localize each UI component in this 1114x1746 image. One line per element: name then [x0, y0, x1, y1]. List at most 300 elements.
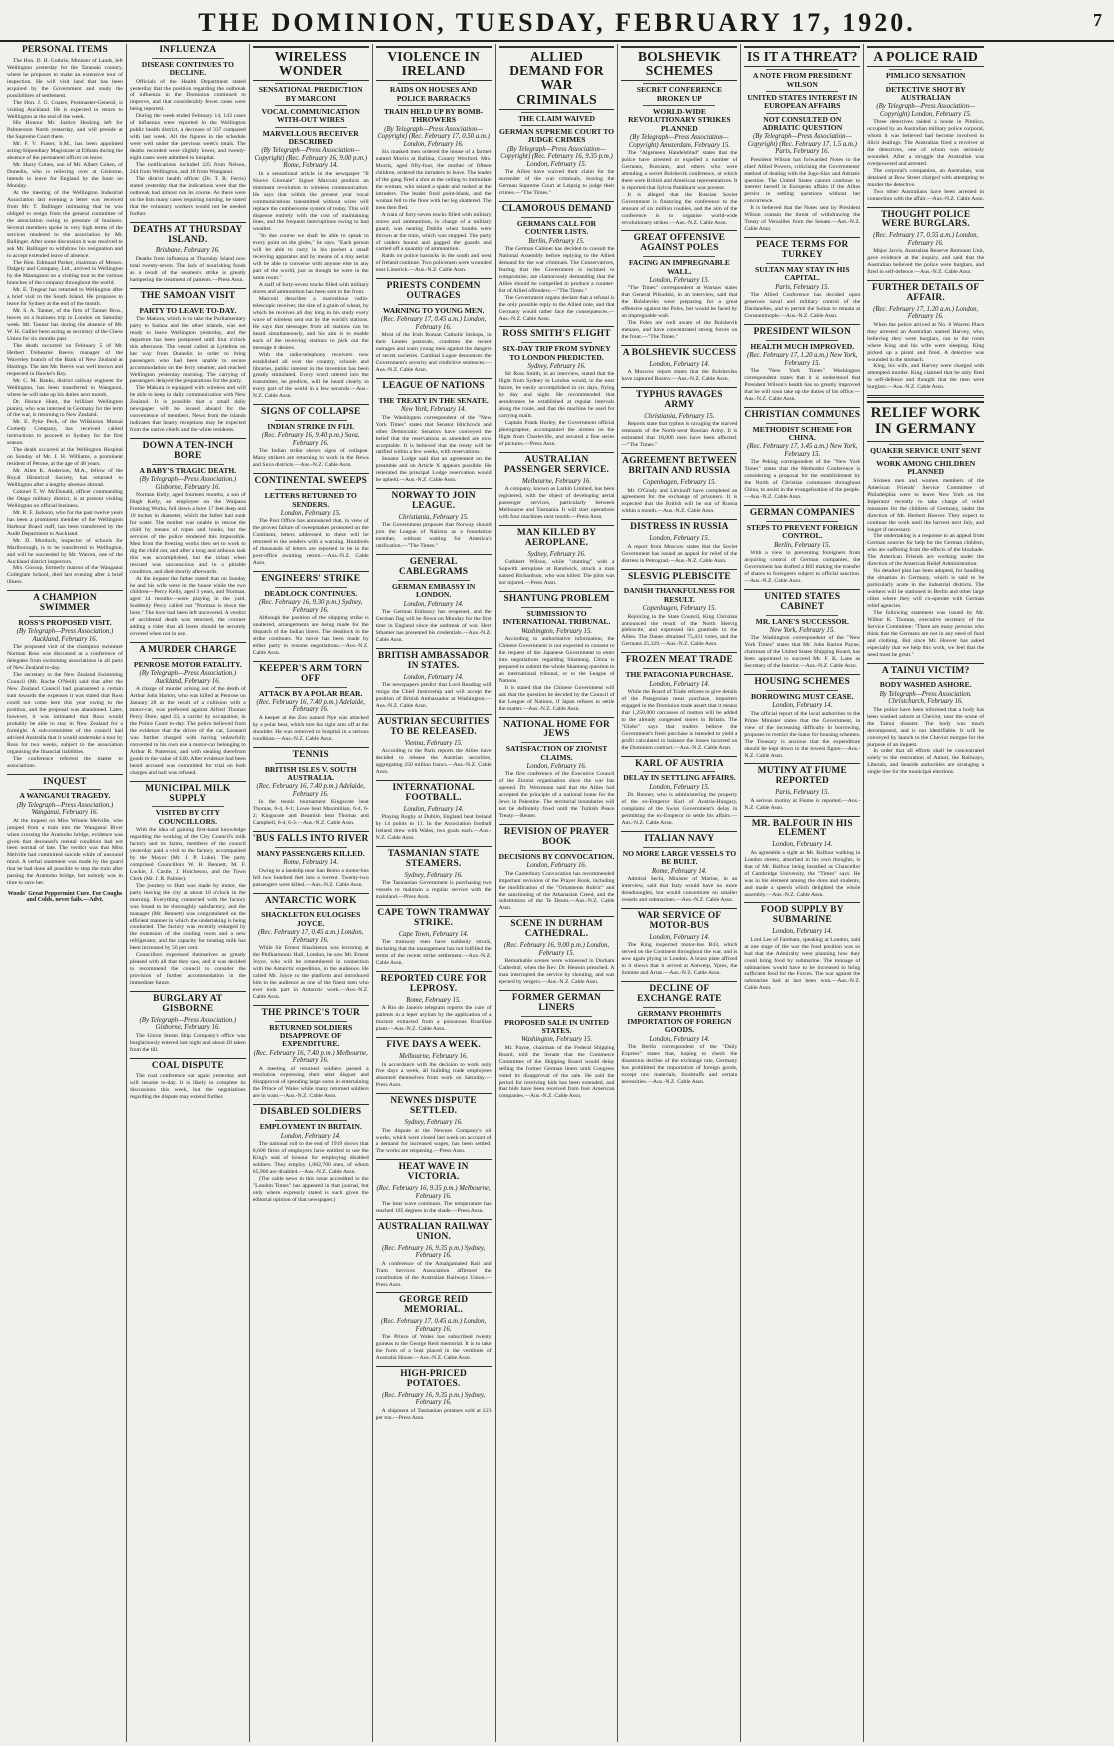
article-subheading: THE TREATY IN THE SENATE. — [378, 395, 489, 405]
article-dateline: (By Telegraph—Press Association.) Auckland, February 16. — [16, 628, 114, 643]
article-divider — [253, 1104, 369, 1105]
article-paragraph: The secretary to the New Zealand Swimming Council (Mr. Roche O'Neill) said that after the New Zealand Council had guaranteed a certain sum towards the expenses it was stated that Ross could not come here this year owing to the position, and the proposal was abandoned. Later, however, it was intimated that Ross would probably be able to stay in New Zealand for a fortnight. A sub-committee of the council had advised Australia that it would undertake a tour by Ross for two weeks, subject to the association organising the financial liabilities. — [7, 672, 123, 755]
article-heading: GENERAL CABLEGRAMS — [399, 557, 469, 578]
article-divider — [744, 589, 860, 590]
article-paragraph: The newspapers predict that Lord Reading will resign the Chief Justiceship and will accept the position of British Ambassador at Washington.—Aus.-N.Z. Cable Assn. — [375, 682, 492, 710]
article — [621, 457, 737, 515]
article-subheading: BODY WASHED ASHORE. — [879, 680, 972, 690]
article-paragraph: The Hon. Edmund Parker, chairman of Messrs. Dalgety and Company, Ltd., arrived in Wellington by the Maunganui on a visiting tour to the various branches of the company throughout the world. — [7, 259, 123, 287]
article-divider — [253, 1005, 369, 1006]
article-subheading: GERMANS CALL FOR COUNTER LISTS. — [516, 218, 597, 237]
article — [744, 767, 860, 811]
article-dateline: London, February 14. — [649, 360, 710, 368]
article-subheading: SULTAN MAY STAY IN HIS CAPITAL. — [755, 264, 850, 283]
article — [867, 284, 984, 391]
article-heading: AUSTRALIAN RAILWAY UNION. — [377, 1221, 490, 1242]
article-paragraph: Most of the Irish Roman Catholic bishops, in their Lenten pastorals, condemn the recent outrages and warn young men against the dangers of secret societies. Cardinal Logue denounces the Government's severity and vindictive sentences.—Aus.-N.Z. Cable Assn. — [375, 332, 492, 374]
article-dateline: Vienna, February 15. — [404, 739, 463, 747]
article-subheading: DEADLOCK CONTINUES. — [264, 588, 358, 598]
article-heading: FOOD SUPPLY BY SUBMARINE — [760, 905, 844, 926]
article-dateline: London, February 14. — [280, 1132, 341, 1140]
article-divider — [499, 326, 615, 327]
article — [253, 408, 369, 469]
article-divider — [744, 505, 860, 506]
article-subheading: A BABY'S TRAGIC DEATH. — [139, 465, 237, 475]
heading-rule — [152, 658, 224, 659]
article-subheading: GERMAN SUPREME COURT TO JUDGE CRIMES — [498, 127, 615, 145]
heading-rule — [889, 83, 962, 84]
article-divider — [499, 990, 615, 991]
article-heading: INQUEST — [43, 776, 87, 787]
article-heading: BRITISH AMBASSADOR IN STATES. — [378, 650, 490, 671]
article-paragraph: Major Jarvis, Australian Reserve Remount Unit, gave evidence at the inquiry, and said that the Australian believed the police were burglars, and fired in self-defence.—Aus.-N.Z. Cable Assn. — [867, 248, 985, 276]
heading-rule — [643, 847, 715, 848]
article-dateline: Cape Town, February 14. — [398, 930, 469, 938]
article-paragraph: At the inquest the father stated that on Sunday he and his wife were in the house while the two children—Percy Kelly, aged 3 years, and Norman, aged 14 months—were playing in the yard. Suddenly Percy called out "Norman is down the bore." The bore had been left uncovered. A verdict of accidental death was returned, the coroner adding a rider that all bores should be securely covered when not in use. — [129, 575, 246, 638]
article-paragraph: Sir Ross Smith, in an interview, stated that the flight from Sydney to London would, in the near future, be easily accomplished in six days, flying by day and night. He recommended that aerodromes be established at regular intervals along the route, and that the machine be used for carrying mails. — [498, 371, 615, 420]
article-divider — [621, 519, 737, 520]
article-paragraph: According to authoritative information, the Chinese Government is not expected to consent to the request of the Japanese Government to enter into negotiations regarding Shantung. China is prepared to submit the whole Shantung question to an international tribunal, or to the League of Nations. — [498, 636, 615, 684]
article-divider — [253, 831, 369, 832]
article-subheading: SENSATIONAL PREDICTION BY MARCONI — [258, 85, 363, 103]
article-subheading: DELAY IN SETTLING AFFAIRS. — [623, 773, 736, 783]
article — [744, 241, 860, 320]
article — [130, 442, 246, 638]
article-dateline: (Rec. February 16, 9.35 p.m.) Melbourne, February 16. — [376, 1185, 491, 1200]
article-subheading: A WANGANUI TRAGEDY. — [19, 791, 111, 801]
column-8 — [864, 44, 987, 1742]
article — [253, 575, 369, 657]
article-dateline: (By Telegraph—Press Association.) Wanganui, February 16. — [16, 801, 114, 817]
article-divider — [376, 780, 492, 781]
article-dateline: Copenhagen, February 15. — [642, 479, 717, 487]
article-dateline: (Rec. February 16, 9.30 p.m.) Sydney, February 16. — [259, 599, 363, 614]
article-heading: DISABLED SOLDIERS — [260, 1107, 362, 1118]
heading-rule — [766, 69, 838, 70]
column-7 — [741, 44, 864, 1742]
article-paragraph: Admiral Sechi, Minister of Marine, in an interview, said that Italy would have no more dreadnoughts, but would concentrate on smaller vessels and submarines.—Aus.-N.Z. Cable Assn. — [621, 876, 738, 903]
article-subheading: DETECTIVE SHOT BY AUSTRALIAN — [885, 84, 966, 102]
article-heading: VIOLENCE IN IRELAND — [376, 46, 492, 81]
article-dateline: London, February 15. — [649, 783, 710, 791]
article-paragraph: President Wilson has forwarded Notes to the chief Allied Powers, criticising the Governments' method of dealing with the Jugo-Slav and Adriatic question. The United States cannot continue to interest herself in European affairs if the Allies persist in settling questions without her concurrence. — [744, 156, 861, 205]
article — [499, 46, 615, 197]
article — [376, 1370, 492, 1422]
article-paragraph: Councillors expressed themselves as greatly pleased with all that they saw, and it was decided to recommend the council to consider the provision of further accommodation in the immediate future. — [129, 952, 246, 987]
article — [499, 828, 615, 912]
article-dateline: Sydney, February 16. — [527, 363, 586, 371]
article — [376, 652, 492, 710]
article-subheading: SUBMISSION TO INTERNATIONAL TRIBUNAL. — [502, 608, 611, 627]
heading-rule — [766, 615, 838, 616]
article-dateline: (By Telegraph—Press Association—Copyright) Amsterdam, February 15. — [628, 134, 731, 149]
article-heading: COAL DISPUTE — [151, 1060, 224, 1071]
article — [621, 573, 737, 649]
article — [376, 46, 492, 274]
article-heading: GERMAN COMPANIES — [749, 507, 855, 518]
article-divider — [867, 663, 984, 664]
article-paragraph: Six masked men ordered the house of a farmer named Morris at Ballina, County Wexford. Mrs. Morris, aged fifty-four, the mother of fifteen children, ordered the intruders to leave. The leader of the gang fired a shot at the ceiling to intimidate the woman, who seized a spade and rushed at the intruders. The leader fired point-blank, and the woman fell to the floor with her leg shattered. The men then fled. — [375, 149, 492, 211]
heading-rule — [766, 113, 838, 114]
article-paragraph: Norman Kelly, aged fourteen months, a son of Hugh Kelly, an employee on the Waipaoa Freezing Works, fell down a bore 17 feet deep and 10 inches in diameter, which the father had sunk for water. The mother was unable to rescue the child by means of ropes and hooks, but the services of the police rendered this impossible. Men from the freezing works then set to work to dig the child out, and after a long and arduous task this was accomplished, but the infant when rescued was unconscious and in a pitiable condition, and died shortly afterwards. — [129, 492, 246, 575]
article-paragraph: Remarkable scenes were witnessed in Durham Cathedral, when the Rev. Dr. Henson preached. A man interrupted the service by shouting, and was ejected by vergers.—Aus.-N.Z. Cable Assn. — [498, 958, 615, 985]
article-divider — [621, 831, 737, 832]
article-paragraph: With the radio-telephony receivers now established all over the country, schools and libraries, public interest in the invention has been greatly stimulated. Every word uttered into the transmitter, he predicts, will be heard clearly in every part of the world in a few seconds.—Aus.-N.Z. Cable Assn. — [252, 351, 369, 400]
heading-rule — [521, 1016, 593, 1017]
article-paragraph: The German Embassy has reopened, and the German flag will be flown on Monday for the first time in England since the outbreak of war. Herr Sthamer has presented his credentials.—Aus.-N.Z. Cable Assn. — [375, 609, 492, 643]
article-subheading: PENROSE MOTOR FATALITY. — [133, 660, 242, 669]
article-dateline: London, February 14. — [403, 600, 464, 608]
article-dateline: London, February 16. — [526, 762, 587, 770]
article — [376, 1097, 492, 1155]
article-paragraph: Rejoicing in the State Council, King Christian announced the result of the North Slesvig plebiscite, and expressed his gratitude to the Allies. The Danes obtained 75,431 votes, and the Germans 25,329.—Aus.-N.Z. Cable Assn. — [621, 613, 738, 648]
article — [376, 975, 492, 1033]
article-dateline: London, February 14. — [649, 680, 710, 688]
article-paragraph: A serious mutiny at Fiume is reported.—Aus.-N.Z. Cable Assn. — [744, 797, 861, 811]
article-heading: GEORGE REID MEMORIAL. — [399, 1295, 469, 1316]
article-dateline: New York, February 14. — [400, 406, 467, 414]
article-divider — [253, 661, 369, 662]
article-divider — [376, 378, 492, 379]
article-heading: NORWAY TO JOIN LEAGUE. — [391, 491, 476, 512]
article-paragraph: The Berlin correspondent of the "Daily Express" states that, hoping to check the disastrous decline of the exchange rate, Germany has prohibited the importation of foreign goods, except raw materials, foodstuffs and certain necessities.—Aus.-N.Z. Cable Assn. — [621, 1044, 738, 1085]
article-divider — [376, 488, 492, 489]
article-paragraph: The heat wave continues. The temperature has reached 105 degrees in the shade.—Press Assn. — [375, 1201, 492, 1215]
heading-rule — [521, 850, 593, 851]
article-heading: ALLIED DEMAND FOR WAR CRIMINALS — [499, 46, 615, 110]
article — [499, 721, 615, 821]
article-paragraph: A Moscow report states that the Bolsheviks have captured Rostov.—Aus.-N.Z. Cable Assn. — [621, 369, 738, 383]
article-paragraph: In order that all efforts shall be concentrated solely to the restoration of Amuri, the Railways, Liberals, and Seaside authorities are arranging a single line for the municipal elections. — [867, 748, 985, 776]
article — [499, 595, 615, 713]
article — [744, 593, 860, 670]
heading-rule — [766, 521, 838, 522]
article-divider — [376, 278, 492, 279]
column-6 — [618, 44, 741, 1742]
article-divider — [621, 453, 737, 454]
heading-rule — [152, 304, 224, 305]
article-heading: HEAT WAVE IN VICTORIA. — [398, 1162, 469, 1183]
article-dateline: New York, February 15. — [769, 626, 835, 634]
article-paragraph: The Tasmanian Government is purchasing two vessels to maintain a regular service with the mainland.—Press Assn. — [375, 880, 492, 901]
article-dateline: (Rec. February 17, 0.45 a.m.) London, February 16. — [258, 929, 364, 944]
article-paragraph: The district health officer (Dr. T. R. Ferris) stated yesterday that the indications were that the outbreak had almost run its course. As there were on the lists many cases requiring nursing, he stated that the voluntary workers would not be needed further. — [129, 175, 246, 217]
heading-rule — [398, 304, 470, 305]
article-divider — [499, 591, 615, 592]
article — [744, 906, 860, 992]
article-paragraph: A report from Moscow states that the Soviet Government has issued an appeal for relief of the distress in Petrograd.—Aus.-N.Z. Cable Assn. — [621, 543, 738, 564]
article-heading: PERSONAL ITEMS — [21, 45, 108, 55]
article — [621, 760, 737, 827]
article-subheading: WORK AMONG CHILDREN PLANNED — [876, 459, 976, 477]
article-paragraph: A charge of murder arising out of the death of Arthur John Harton, who was killed at Penrose on January 28 as the result of a collision with a motor-car, was preferred against Alfred Thomas Percy Dore, aged 23, a carrier by occupation, in the Police Court to-day. The police believed from the evidence that the driver of the car, Leonard was further charged with having unlawfully converted to his own use a motor-car belonging to Arthur R. Patterson, and with stealing therefrom goods to the value of £40. After evidence had been heard accused was committed for trial on both charges and bail was refused. — [129, 686, 246, 776]
article — [621, 46, 737, 226]
article-heading: TASMANIAN STATE STEAMERS. — [387, 849, 480, 869]
article-dateline: (By Telegraph—Press Association—Copyright) (Rec. February 16, 9.00 p.m.) Rome, February 14. — [254, 147, 367, 170]
article-heading: UNITED STATES CABINET — [764, 591, 841, 612]
article-divider — [499, 525, 615, 526]
heading-rule — [275, 908, 347, 909]
article-paragraph: The Government organs declare that a refusal is the only possible reply to the Allied note, and that Germany would rather face the consequences.—Aus.-N.Z. Cable Assn. — [498, 294, 615, 322]
heading-rule — [889, 69, 962, 70]
article-paragraph: The dispute at the Newnes Company's oil works, which were closed last week on account of a demand for increased wages, has been settled. The works are reopening.—Press Assn. — [375, 1127, 492, 1155]
article-subheading: GERMANY PROHIBITS IMPORTATION OF FOREIGN GOODS. — [627, 1008, 732, 1035]
article-paragraph: The "Algemeen Handelsblad" states that the police have arrested or expelled a number of Germans, Russians, and others who were attending a secret Bolshevik conference, at which there were British and American representatives. It is reported that Sylvia Pankhurst was present. — [621, 150, 738, 191]
heading-rule — [398, 580, 470, 581]
article-paragraph: Two other Australians have been arrested in connection with the affair.—Aus.-N.Z. Cable Assn. — [867, 188, 985, 202]
article-dateline: (Rec. February 16, 9.35 p.m.) Sydney, February 16. — [381, 1391, 486, 1407]
article-dateline: London, February 15. — [280, 509, 341, 517]
article-dateline: (By Telegraph—Press Association.) Gisborne, February 16. — [139, 476, 237, 491]
article-paragraph: At the meeting of the Wellington Industrial Association last evening a letter was received from Mr. T. Ballinger intimating that he was obliged to resign from the general committee of the association owing to pressure of business. Several members spoke in very high terms of the services rendered to the association by Mr. Ballinger. After some discussion it was resolved to ask Mr. Ballinger to withdraw his resignation and to accept extended leave of absence. — [7, 189, 123, 259]
article-divider — [376, 554, 492, 555]
article-subheading: VISITED BY CITY COUNCILLORS. — [155, 808, 220, 826]
article — [376, 850, 492, 901]
heading-rule — [766, 340, 838, 341]
article-subheading: SATISFACTION OF ZIONIST CLAIMS. — [505, 744, 608, 762]
heading-rule — [766, 423, 838, 424]
article-paragraph: In accordance with the decision to work only five days a week, all building trade employees absented themselves from work on Saturday.—Press Assn. — [375, 1061, 492, 1089]
article-paragraph: Mr. Payne, chairman of the Federal Shipping Board, told the Senate that the Commerce Committee of the Shipping Board would delay selling the former German liners until Congress voted its disapproval of the sale. He said the period for receiving bids has been extended, and that bids have been received from four American companies.—Aus.-N.Z. Cable Assn. — [498, 1044, 615, 1100]
heading-rule — [766, 263, 838, 264]
article — [499, 330, 615, 448]
heading-rule — [275, 127, 347, 128]
article-subheading: DISEASE CONTINUES TO DECLINE. — [141, 59, 234, 78]
article-paragraph: The Canterbury Convocation has recommended important revisions of the Prayer Book, including the modification of the "Ornaments Rubric" and the sanctioning of the Athanasian Creed, and the substitution of the Te Deum.—Aus.-N.Z. Cable Assn. — [498, 870, 615, 912]
article — [376, 1163, 492, 1215]
heading-rule — [152, 58, 224, 59]
article-divider — [621, 345, 737, 346]
article-heading: A CHAMPION SWIMMER — [33, 593, 97, 614]
article-subheading: A NOTE FROM PRESIDENT WILSON — [752, 71, 852, 89]
article-paragraph: The Post Office has announced that, in view of the proven failure of sweepstakes promoted on the Continent, letters addressed to these will be returned to the senders with a warning. Hundreds of thousands of letters are reported to be in the post-office awaiting return.—Aus.-N.Z. Cable Assn. — [252, 518, 369, 567]
article — [376, 282, 492, 374]
article — [253, 897, 369, 1001]
article-divider — [376, 846, 492, 847]
article — [130, 995, 246, 1054]
article-paragraph: A shipment of Tasmanian potatoes sold at £23 per ton.—Press Assn. — [375, 1407, 492, 1421]
article-divider — [744, 237, 860, 238]
article-divider — [867, 395, 984, 398]
article — [130, 46, 246, 218]
article — [376, 558, 492, 644]
article-dateline: London, February 16. — [526, 862, 587, 870]
article-subheading: FACING AN IMPREGNABLE WALL. — [628, 258, 730, 276]
heading-rule — [398, 394, 470, 395]
article-subheading: WARNING TO YOUNG MEN. — [382, 306, 485, 316]
article-paragraph: At the inquest on Miss Winnie Melville, who jumped from a train into the Wanganui River when crossing the Aramoho bridge, evidence was given that deceased's mental condition had not been normal of late. The verdict was that Miss Melville had committed suicide while of unsound mind. A verbal statement was made by the guard that he had done all possible to stop the train after passing the Aramoho bridge, but nobody was in time to save her. — [7, 817, 123, 887]
article — [499, 994, 615, 1101]
article-dateline: Sydney, February 16. — [404, 1119, 463, 1127]
article-divider — [7, 590, 123, 591]
article-dateline: London, February 14. — [772, 841, 833, 849]
article-paragraph: The coal conference sat again yesterday and will resume to-day. It is likely to complete its discussions this week, but the negotiations regarding the dispute may extend further. — [129, 1073, 246, 1101]
article-divider — [621, 569, 737, 570]
article-subheading: HEALTH MUCH IMPROVED. — [750, 341, 855, 351]
article-subheading: DANISH THANKFULNESS FOR RESULT. — [623, 586, 736, 604]
heading-rule — [398, 83, 470, 84]
article-paragraph: The Poles are well aware of the Bolshevik menace, and have concentrated strong forces on the front.—"The Times." — [621, 320, 738, 341]
heading-rule — [275, 587, 347, 588]
article-heading: CAPE TOWN TRAMWAY STRIKE. — [377, 908, 490, 928]
article — [253, 665, 369, 743]
article — [376, 1296, 492, 1362]
article-paragraph: Mr. F. V. Fraser, S.M., has been appointed acting-Stipendiary Magistrate at Eltham during the absence of the permanent officer on leave. — [7, 141, 123, 162]
article-divider — [376, 971, 492, 972]
article — [621, 391, 737, 449]
article-dateline: Christiania, February 15. — [398, 514, 469, 521]
article-dateline: (Rec. February 16, 7.40 p.m.) Adelaide, February 16. — [256, 783, 365, 798]
article-paragraph: The Makura is equipped with wireless and will be able to keep in daily communication with New Zealand. It is possible that a small daily newspaper will be issued aboard for the convenience of members. News from the islands indicates that hearty receptions may be expected from the native chiefs and the white residents. — [129, 385, 246, 434]
heading-rule — [275, 420, 347, 421]
article-paragraph: The official report of the local authorities to the Prime Minister states that the Government, in view of the increasing difficulty in borrowing, proposes to restrict the loans for housing schemes. The Treasury is anxious that the expenditure should be kept down to the lowest figure.—Aus.-N.Z. Cable Assn. — [744, 710, 861, 759]
heading-rule — [275, 1021, 347, 1022]
article-heading: KEEPER'S ARM TORN OFF — [259, 663, 363, 684]
article-heading: KARL OF AUSTRIA — [635, 758, 724, 769]
column-1 — [4, 44, 127, 1742]
article-heading: MAN KILLED BY AEROPLANE. — [516, 527, 597, 548]
article-paragraph: His Honour Mr. Justice Hosking left for Palmerston North yesterday, and will preside at the Supreme Court there. — [7, 120, 123, 141]
article-subheading: PROPOSED SALE IN UNITED STATES. — [504, 1017, 609, 1035]
article-paragraph: It is stated that the Chinese Government will ask that the question be decided by the Council of the League of Nations, if Japan refuses to settle the matter.—Aus.-N.Z. Cable Assn. — [498, 684, 615, 712]
article-heading: PRESIDENT WILSON — [753, 326, 851, 337]
article-dateline: (By Telegraph—Press Association—Copyright) London, February 15. — [876, 103, 976, 118]
article-paragraph: The Indian strike shows signs of collapse. Many strikers are returning to work in the Rewa and Suva districts.—Aus.-N.Z. Cable Assn. — [252, 448, 369, 469]
article-paragraph: Sixteen men and women members of the American Friends' Service Committee of Philadelphia were to leave New York on the Imperator recently to take charge of relief measures for the children of Germany, under the direction of Mr. Herbert Hoover. They expect to continue the work until the harvest next July, and longer if necessary. — [867, 477, 985, 533]
article — [376, 492, 492, 550]
article-heading: FIVE DAYS A WEEK. — [386, 1040, 481, 1051]
article-subheading: QUAKER SERVICE UNIT SENT — [870, 445, 982, 455]
article-heading: HOUSING SCHEMES — [754, 677, 851, 688]
article-paragraph: During the week ended February 14, 143 cases of influenza were reported in the Wellington public health district, a decrease of 337 compared with last week. All the figures in the schedule were well under the previous week's totals. The deaths recorded were slightly lower, and twenty-eight cases were admitted to hospital. — [129, 113, 246, 162]
article-dateline: Washington, February 15. — [520, 1036, 593, 1044]
article-divider — [253, 893, 369, 894]
article-divider — [621, 908, 737, 909]
article-paragraph: No detailed plan has been adopted, for handling the situation in Germany, which is said to be particularly acute in the industrial districts. The workers will be stationed in Berlin and other large cities where they will co-operate with German relief agencies. — [867, 568, 985, 609]
article-divider — [253, 571, 369, 572]
article-heading: DEATHS AT THURSDAY ISLAND. — [133, 224, 243, 245]
article-heading: FROZEN MEAT TRADE — [625, 655, 733, 666]
heading-rule — [643, 1007, 715, 1008]
article-subheading: RETURNED SOLDIERS DISAPPROVE OF EXPENDITURE. — [269, 1022, 353, 1049]
article-dateline: (By Telegraph—Press Association—Copyright) (Rec. February 16, 9.35 p.m.) London, February 15. — [500, 145, 613, 168]
article — [867, 211, 984, 277]
heading-rule — [643, 83, 715, 84]
article-paragraph: According to the Paris reports the Allies have decided to release the Austrian securities, aggregating 250 million francs.—Aus.-N.Z. Cable Assn. — [375, 748, 492, 776]
article-paragraph: Mr. E. Pyke Peck, of the Wilkinson Mutual Comedy Company, has received cabled instructions to proceed to Sydney for the first season. — [7, 419, 123, 447]
article-divider — [376, 1093, 492, 1094]
article-subheading: PIMLICO SENSATION — [885, 71, 966, 81]
article-paragraph: The death occurred at the Wellington Hospital on Sunday of Mr. J. H. Williams, a prominent resident of Petone, at the age of 48 years. — [7, 447, 123, 468]
article-dateline: Christiania, February 15. — [644, 413, 715, 421]
heading-rule — [766, 690, 838, 691]
article-heading: SIGNS OF COLLAPSE — [261, 407, 361, 418]
article-dateline: Berlin, February 15. — [774, 541, 831, 549]
article-subheading: UNITED STATES INTEREST IN EUROPEAN AFFAIRS — [747, 92, 858, 111]
article — [376, 1223, 492, 1289]
article-divider — [130, 642, 246, 643]
article-paragraph: The notifications included 225 from Nelson, 244 from Wellington, and 18 from Wanganui. — [129, 162, 246, 175]
heading-rule — [643, 771, 715, 772]
article-paragraph: Mr. S. A. Tanner, of the firm of Tanner Bros., leaves on a business trip to London on Saturday week. Mr. Tanner has during the absence of Mr. W. H. Gallier been acting as secretary of the Chess Union for six months past. — [7, 308, 123, 342]
article-heading: TYPHUS RAVAGES ARMY — [636, 390, 723, 411]
article-subheading: PARTY TO LEAVE TO-DAY. — [139, 305, 237, 315]
article-divider — [376, 905, 492, 906]
article-heading: DOWN A TEN-INCH BORE — [142, 441, 233, 461]
heading-rule — [521, 607, 593, 608]
article-paragraph: Mr. R. F. Jackson, who for the past twelve years has been a prominent member of the Wellington Harbour Board staff, has been transferred by the Audit Department to Auckland. — [7, 509, 123, 537]
article-divider — [867, 280, 984, 281]
article-heading: A MURDER CHARGE — [139, 645, 237, 656]
article-paragraph: Mr. D. Murdoch, inspector of schools for Marlborough, is to be transferred to Wellington, and will be succeeded by Mr. Warren, one of the Auckland district inspectors. — [7, 537, 123, 565]
article-heading: PRIESTS CONDEMN OUTRAGES — [386, 281, 481, 302]
article-paragraph: A conference of the Amalgamated Rail and Tram Services Association affirmed the constitution of the Australian Railways Union.—Press Assn. — [375, 1260, 492, 1288]
article-heading: DECLINE OF EXCHANGE RATE — [637, 983, 722, 1004]
article — [499, 456, 615, 521]
article — [253, 835, 369, 889]
article-subheading: NOT CONSULTED ON ADRIATIC QUESTION — [762, 114, 843, 132]
article-paragraph: When the police arrived at No. 8 Warren Place they arrested an Australian named Harvey, who, believing they were burglars, ran to the room where King and his wife were sleeping. King picked up a pistol and fired. A detective was wounded in the stomach. — [867, 321, 985, 363]
article-paragraph: The Hon. D. H. Guthrie, Minister of Lands, left Wellington yesterday for the Taranaki country, where he proposes to make an extensive tour of inspection. He will visit land that has been acquired by the Government and study the possibilities of settlement. — [7, 57, 123, 99]
article — [130, 1062, 246, 1102]
article — [130, 646, 246, 777]
article-heading: 'BUS FALLS INTO RIVER — [252, 834, 369, 845]
heading-rule — [521, 217, 593, 218]
article-heading: A TAINUI VICTIM? — [881, 665, 970, 676]
article-dateline: London, February 14. — [403, 805, 464, 813]
article-divider — [621, 230, 737, 231]
article-heading: LEAGUE OF NATIONS — [382, 381, 485, 392]
article-heading: INTERNATIONAL FOOTBALL. — [392, 783, 475, 803]
article-dateline: (Rec. February 17, 1.20 a.m.) New York, February 15. — [747, 352, 858, 367]
article-subheading: THE CLAIM WAIVED — [517, 113, 596, 123]
heading-rule — [275, 489, 347, 490]
article-divider — [130, 438, 246, 439]
article-subheading: NO MORE LARGE VESSELS TO BE BUILT. — [622, 848, 737, 867]
article-paragraph: Although the position of the shipping strike is unaltered, arrangements are being made for the dispatch of the Indian liners. The deadlock in the strike continues. No move has been made by either party to resume negotiations.—Aus.-N.Z. Cable Assn. — [252, 615, 369, 656]
article-paragraph: Deaths from influenza at Thursday Island now total twenty-seven. The lack of nourishing foods as a result of the seamen's strike is greatly hampering the treatment of patients.—Press Assn. — [129, 255, 246, 283]
column-footer-advert: Woods' Great Peppermint Cure. For Coughs and Colds, never fails.—Advt. — [7, 891, 123, 904]
article-paragraph: A meeting of returned soldiers passed a resolution expressing their utter disgust and disapproval of spending large sums in entertaining the Prince of Wales while many returned soldiers are in want.—Aus.-N.Z. Cable Assn. — [252, 1065, 369, 1100]
article-paragraph: The Union Steam Ship Company's office was burglariously entered last night and about £8 taken from the till. — [129, 1032, 246, 1053]
article-dateline: Paris, February 15. — [775, 789, 830, 797]
heading-rule — [275, 687, 347, 688]
article-subheading: LETTERS RETURNED TO SENDERS. — [264, 491, 357, 509]
article-heading: ANTARCTIC WORK — [264, 895, 357, 906]
article-subheading: ROSS'S PROPOSED VISIT. — [18, 618, 112, 628]
article-paragraph: A staff of forty-seven trucks filled with military stores and ammunition has been sent to the front. — [252, 282, 369, 296]
article-paragraph: As agreeable a sight as Mr. Balfour walking in London streets, absorbed in his own thoughts, is that of Mr. Balfour being installed as Chancellor of Cambridge University, the "Times" says. He was in his element among the dons and students, and made a speech which delighted the whole assembly.—Aus.-N.Z. Cable Assn. — [744, 849, 861, 898]
article-paragraph: The Makura, which is to take the Parliamentary party to Samoa and the other islands, was not ready to leave Wellington yesterday, and the departure has been postponed until four o'clock this afternoon. The vessel called at Lyttelton on her way from Dunedin in order to bring passengers who had been unable to secure accommodation on the ferry steamer, and reached Wellington yesterday morning. The carrying of passengers delayed the preparations for the party. — [129, 315, 246, 385]
article-paragraph: Dr. Renner, who is administering the property of the ex-Emperor Karl of Austria-Hungary, complains of the Swiss Government's delay in permitting the ex-Emperor to settle his affairs.—Aus.-N.Z. Cable Assn. — [621, 792, 738, 827]
article-paragraph: Reports state that typhus is ravaging the starved remnants of the North-west Russian Army. It is estimated that 18,000 men have been affected.—"The Times." — [621, 421, 738, 449]
article-heading: BURGLARY AT GISBORNE — [153, 994, 223, 1014]
article-divider — [621, 756, 737, 757]
article-divider — [130, 991, 246, 992]
article-heading: SLESVIG PLEBISCITE — [627, 571, 731, 582]
article-divider — [621, 981, 737, 982]
article-paragraph: Colonel T. W. McDonald, officer commanding the Otago military district, is at present visiting Wellington on official business. — [7, 488, 123, 509]
article-subheading: DECISIONS BY CONVOCATION. — [498, 851, 615, 861]
article-paragraph: Captain Frank Hurley, the Government official photographer, accompanied the airmen on the flight from Charleville, and secured a fine series of pictures.—Press Assn. — [498, 420, 615, 448]
article — [253, 1108, 369, 1203]
heading-rule — [398, 105, 470, 106]
article-paragraph: Mr. O'Grady and Litvinoff have completed an agreement for the exchange of prisoners. It is expected that the British will be out of Russia within a month.—Aus.-N.Z. Cable Assn. — [621, 487, 738, 515]
article-paragraph: Dr. Horace Hunt, the brilliant Wellington pianist, who was interned in Germany for the term of the war, is returning to New Zealand. — [7, 398, 123, 419]
article-heading: FURTHER DETAILS OF AFFAIR. — [872, 283, 980, 303]
article-paragraph: With a view to preventing foreigners from acquiring control of German companies, the Government has drafted a Bill making the transfer of shares to foreigners subject to official sanction.—Aus.-N.Z. Cable Assn. — [744, 550, 861, 584]
article-heading: TENNIS — [292, 749, 329, 760]
